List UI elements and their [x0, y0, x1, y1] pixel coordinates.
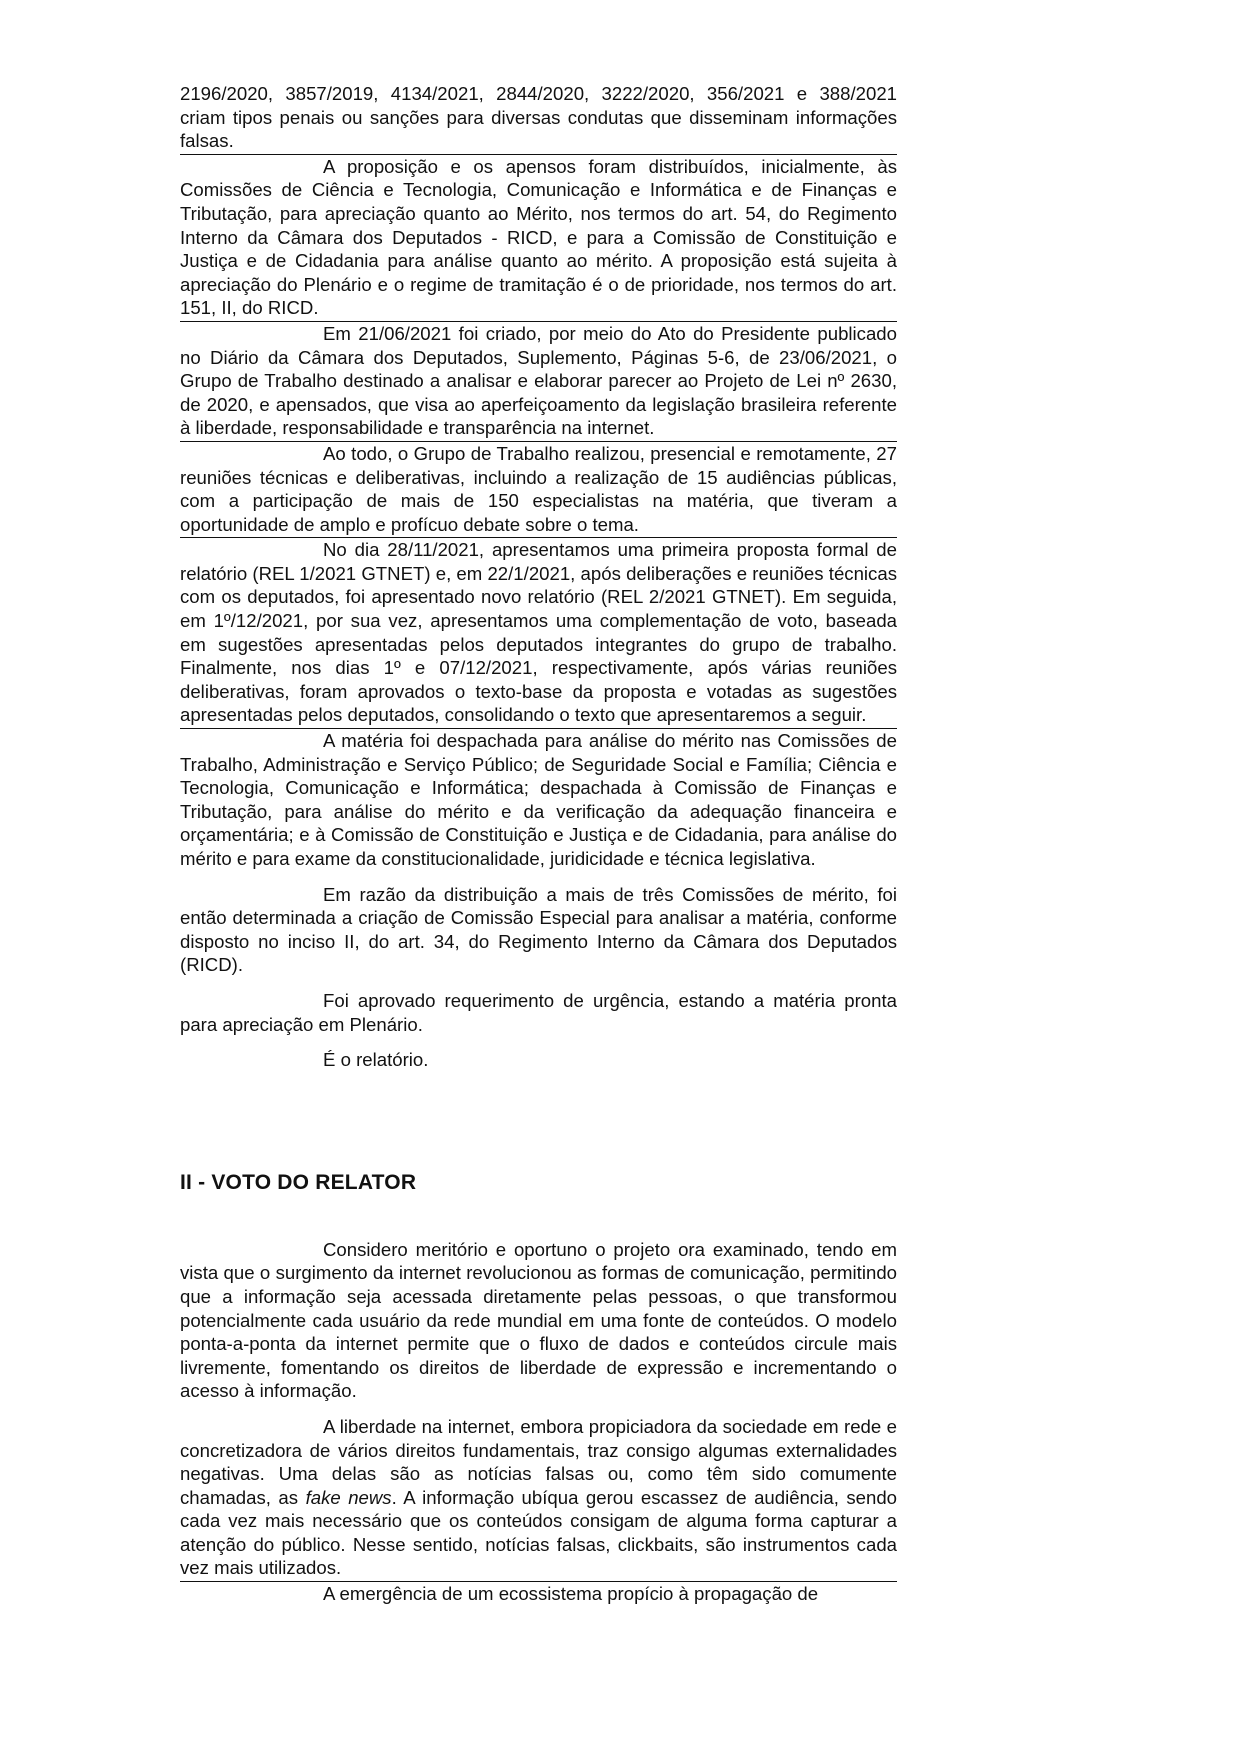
paragraph-distribuicao: A proposição e os apensos foram distribuídos, inicialmente, às Comissões de Ciência e Tecnologia, Comunicação e Informática e de Finanças e Tributação, para apreciação quanto ao Mérito, nos termos do art. 54, do Regimento Interno da Câmara dos Deputados - RICD, e para a Comissão de Constituição e Justiça e de Cidadania para análise quanto ao mérito. A proposição está sujeita à apreciação do Plenário e o regime de tramitação é o de prioridade, nos termos do art. 151, II, do RICD.	[180, 155, 897, 322]
paragraph-voto-3: A emergência de um ecossistema propício à propagação de	[323, 1583, 819, 1605]
paragraph-voto-1: Considero meritório e oportuno o projeto ora examinado, tendo em vista que o surgimento da internet revolucionou as formas de comunicação, permitindo que a informação seja acessada diretamente pelas pessoas, o que transformou potencialmente cada usuário da rede mundial em uma fonte de conteúdos. O modelo ponta-a-ponta da internet permite que o fluxo de dados e conteúdos circule mais livremente, fomentando os direitos de liberdade de expressão e incrementando o acesso à informação.	[180, 1238, 897, 1402]
paragraph-urgencia: Foi aprovado requerimento de urgência, estando a matéria pronta para apreciação em Plenário.	[180, 989, 897, 1035]
voto-2-text-b: . A informação ubíqua gerou escassez de audiência, sendo cada vez mais necessário que os conteúdos consigam de alguma forma capturar a atenção do público. Nesse sentido, notícias falsas, clickbaits, são instrumentos cada vez mais utilizados.	[180, 1486, 898, 1579]
fake-news-term: fake news	[305, 1486, 392, 1508]
section-heading-voto: II - VOTO DO RELATOR	[180, 1170, 417, 1194]
paragraph-reunioes: Ao todo, o Grupo de Trabalho realizou, presencial e remotamente, 27 reuniões técnicas e deliberativas, incluindo a realização de 15 audiências públicas, com a participação de mais de 150 especialistas na matéria, que tiveram a oportunidade de amplo e profícuo debate sobre o tema.	[180, 442, 897, 538]
paragraph-despacho: A matéria foi despachada para análise do mérito nas Comissões de Trabalho, Administração e Serviço Público; de Seguridade Social e Família; Ciência e Tecnologia, Comunicação e Informática; despachada à Comissão de Finanças e Tributação, para análise do mérito e da verificação da adequação financeira e orçamentária; e à Comissão de Constituição e Justiça e de Cidadania, para análise do mérito e para exame da constitucionalidade, juridicidade e técnica legislativa.	[180, 730, 897, 869]
voto-2-text-a: A liberdade na internet, embora propiciadora da sociedade em rede e concretizadora de vários direitos fundamentais, traz consigo algumas externalidades negativas. Uma delas são as notícias falsas ou, como têm sido comumente chamadas, as	[180, 1415, 897, 1508]
paragraph-relatorios: No dia 28/11/2021, apresentamos uma primeira proposta formal de relatório (REL 1/2021 GTNET) e, em 22/1/2021, após deliberações e reuniões técnicas com os deputados, foi apresentado novo relatório (REL 2/2021 GTNET). Em seguida, em 1º/12/2021, por sua vez, apresentamos uma complementação de voto, baseada em sugestões apresentadas pelos deputados integrantes do grupo de trabalho. Finalmente, nos dias 1º e 07/12/2021, respectivamente, após várias reuniões deliberativas, foram aprovados o texto-base da proposta e votadas as sugestões apresentadas pelos deputados, consolidando o texto que apresentaremos a seguir.	[180, 538, 897, 729]
document-page	[180, 82, 897, 1606]
paragraph-voto-2	[180, 1415, 897, 1582]
paragraph-grupo-trabalho: Em 21/06/2021 foi criado, por meio do Ato do Presidente publicado no Diário da Câmara dos Deputados, Suplemento, Páginas 5-6, de 23/06/2021, o Grupo de Trabalho destinado a analisar e elaborar parecer ao Projeto de Lei nº 2630, de 2020, e apensados, que visa ao aperfeiçoamento da legislação brasileira referente à liberdade, responsabilidade e transparência na internet.	[180, 322, 897, 442]
paragraph-apensos-list: 2196/2020, 3857/2019, 4134/2021, 2844/2020, 3222/2020, 356/2021 e 388/2021 criam tipos penais ou sanções para diversas condutas que disseminam informações falsas.	[180, 82, 897, 155]
paragraph-comissao-especial: Em razão da distribuição a mais de três Comissões de mérito, foi então determinada a criação de Comissão Especial para analisar a matéria, conforme disposto no inciso II, do art. 34, do Regimento Interno da Câmara dos Deputados (RICD).	[180, 883, 897, 976]
paragraph-relatorio-end: É o relatório.	[323, 1049, 429, 1071]
